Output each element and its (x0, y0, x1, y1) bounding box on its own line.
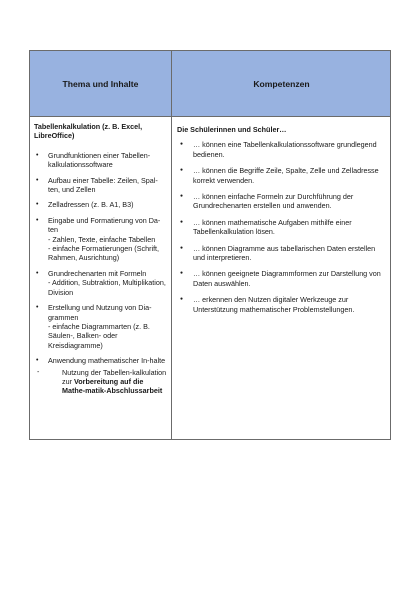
list-item: ● … können eine Tabellenkalkulationssoftware grundlegend bedienen. (180, 140, 377, 159)
bullet-icon: ● (180, 167, 184, 174)
topic-list (34, 151, 168, 396)
bullet-icon: • (36, 151, 39, 159)
list-item: ● … können die Begriffe Zeile, Spalte, Zelle und Zelladresse korrekt verwenden. (180, 166, 379, 185)
curriculum-table (29, 50, 391, 440)
list-item: - Nutzung der Tabellen-kalkulation zur Vorbereitung auf die Mathe-matik-Abschlussarbeit (37, 367, 167, 396)
competencies-intro: Die Schülerinnen und Schüler… (177, 125, 287, 134)
bullet-icon: • (36, 357, 39, 365)
list-item: ● … können Diagramme aus tabellarischen Daten erstellen und interpretieren. (180, 243, 376, 263)
header-competencies: Kompetenzen (253, 78, 310, 89)
list-item: • Eingabe und Formatierung von Da-ten - Zahlen, Texte, einfache Tabellen - einfache Formatierungen (Schrift, Rahmen, Ausrichtung) (36, 215, 161, 263)
competency-list (177, 140, 387, 314)
dash-marker: - (37, 368, 40, 376)
bullet-icon: • (36, 304, 39, 312)
list-item: • Erstellung und Nutzung von Dia-grammen - einfache Diagrammarten (z. B. Säulen-, Balken- oder Kreisdiagramme) (36, 303, 152, 350)
list-item: ● … können geeignete Diagrammformen zur Darstellung von Daten auswählen. (180, 269, 381, 288)
list-item: ● … erkennen den Nutzen digitaler Werkzeuge zur Unterstützung mathematischer Problemstellungen. (180, 295, 355, 314)
list-item: • Aufbau einer Tabelle: Zeilen, Spal-ten, und Zellen (36, 175, 158, 195)
competencies-column (177, 125, 387, 321)
bullet-icon: • (36, 201, 39, 209)
bullet-icon: • (36, 216, 39, 224)
list-item: ● … können mathematische Aufgaben mithilfe einer Tabellenkalkulation lösen. (180, 217, 352, 237)
bullet-icon: ● (180, 296, 184, 303)
list-item: • Grundrechenarten mit Formeln - Addition, Subtraktion, Multiplikation, Division (36, 268, 166, 297)
topic-title: Tabellenkalkulation (z. B. Excel, LibreOffice) (34, 122, 143, 141)
bullet-icon: • (36, 269, 39, 277)
bullet-icon: ● (180, 193, 184, 200)
topics-column (34, 122, 168, 402)
bullet-icon: ● (180, 141, 184, 148)
list-item: • Zelladressen (z. B. A1, B3) (36, 200, 134, 210)
bullet-icon: • (36, 176, 39, 184)
header-topics: Thema und Inhalte (62, 78, 139, 89)
list-item: • Anwendung mathematischer In-halte (36, 356, 166, 366)
bullet-icon: ● (180, 218, 184, 225)
list-item: ● … können einfache Formeln zur Durchführung der Grundrechenarten erstellen und anwenden. (180, 192, 354, 211)
bullet-icon: ● (180, 244, 184, 251)
list-item: • Grundfunktionen einer Tabellen-kalkulationssoftware (36, 150, 151, 170)
bullet-icon: ● (180, 270, 184, 277)
